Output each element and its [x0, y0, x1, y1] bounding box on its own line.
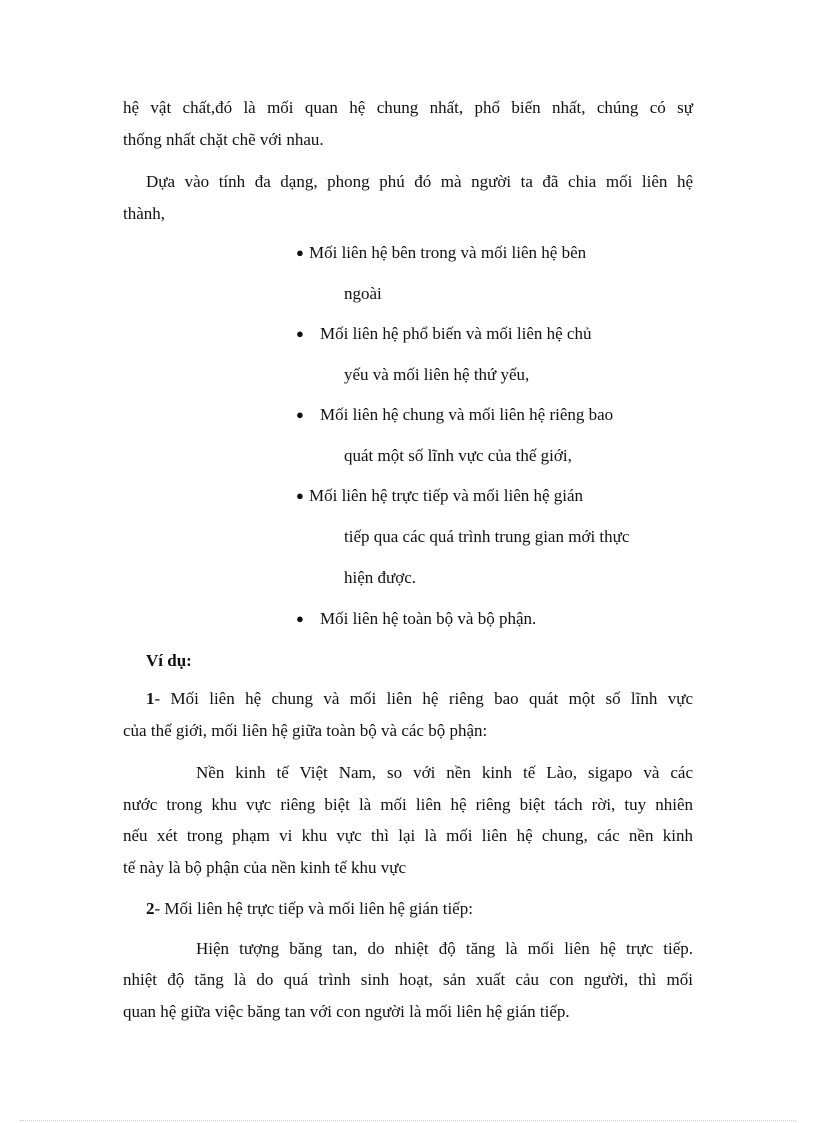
bullet-icon: ● — [296, 611, 304, 626]
paragraph-1-line-2: nước trong khu vực riêng biệt là mối liên hệ riêng biệt tách rời, tuy nhiên — [123, 795, 693, 814]
bullet-1-line-1: Mối liên hệ bên trong và mối liên hệ bên — [309, 243, 587, 262]
intro-line-1: hệ vật chất,đó là mối quan hệ chung nhất, phổ biến nhất, chúng có sự — [123, 98, 693, 117]
paragraph-1-line-4: tế này là bộ phận của nền kinh tế khu vực — [123, 858, 407, 877]
page-bottom-rule — [20, 1120, 796, 1121]
bullet-1-line-2: ngoài — [344, 284, 382, 303]
bullet-4-line-1: Mối liên hệ trực tiếp và mối liên hệ gián — [309, 486, 584, 505]
bullet-icon: ● — [296, 488, 304, 503]
paragraph-1-line-3: nếu xét trong phạm vi khu vực thì lại là mối liên hệ chung, các nền kinh — [123, 826, 693, 845]
bullet-4-line-2: tiếp qua các quá trình trung gian mới thực — [344, 527, 630, 546]
classification-line-1: Dựa vào tính đa dạng, phong phú đó mà người ta đã chia mối liên hệ — [146, 172, 693, 191]
bullet-icon: ● — [296, 326, 304, 341]
bullet-2-line-1: Mối liên hệ phổ biến và mối liên hệ chủ — [320, 324, 592, 343]
example-item-1-text: - Mối liên hệ chung và mối liên hệ riêng bao quát một số lĩnh vực — [154, 689, 693, 708]
bullet-4-line-3: hiện được. — [344, 568, 417, 587]
bullet-2-line-2: yếu và mối liên hệ thứ yếu, — [344, 365, 530, 384]
bullet-5-line-1: Mối liên hệ toàn bộ và bộ phận. — [320, 609, 537, 628]
paragraph-2-line-1: Hiện tượng băng tan, do nhiệt độ tăng là mối liên hệ trực tiếp. — [196, 939, 693, 958]
example-item-1-line-1 — [146, 689, 693, 709]
example-item-2-number: 2 — [146, 899, 155, 918]
classification-line-2: thành, — [123, 204, 166, 223]
example-item-2-line-1 — [146, 899, 716, 919]
bullet-3-line-2: quát một số lĩnh vực của thế giới, — [344, 446, 572, 465]
paragraph-2-line-3: quan hệ giữa việc băng tan với con người là mối liên hệ gián tiếp. — [123, 1002, 570, 1021]
intro-line-2: thống nhất chặt chẽ với nhau. — [123, 130, 324, 149]
bullet-3-line-1: Mối liên hệ chung và mối liên hệ riêng bao — [320, 405, 614, 424]
paragraph-1-line-1: Nền kinh tế Việt Nam, so với nền kinh tế Lào, sigapo và các — [196, 763, 693, 782]
example-heading: Ví dụ: — [146, 651, 192, 670]
bullet-icon: ● — [296, 407, 304, 422]
paragraph-2-line-2: nhiệt độ tăng là do quá trình sinh hoạt, sản xuất cảu con người, thì mối — [123, 970, 693, 989]
example-item-1-line-2: của thế giới, mối liên hệ giữa toàn bộ và các bộ phận: — [123, 721, 488, 740]
bullet-icon: ● — [296, 245, 304, 260]
example-item-2-text: - Mối liên hệ trực tiếp và mối liên hệ gián tiếp: — [154, 899, 473, 918]
example-item-1-number: 1 — [146, 689, 155, 708]
